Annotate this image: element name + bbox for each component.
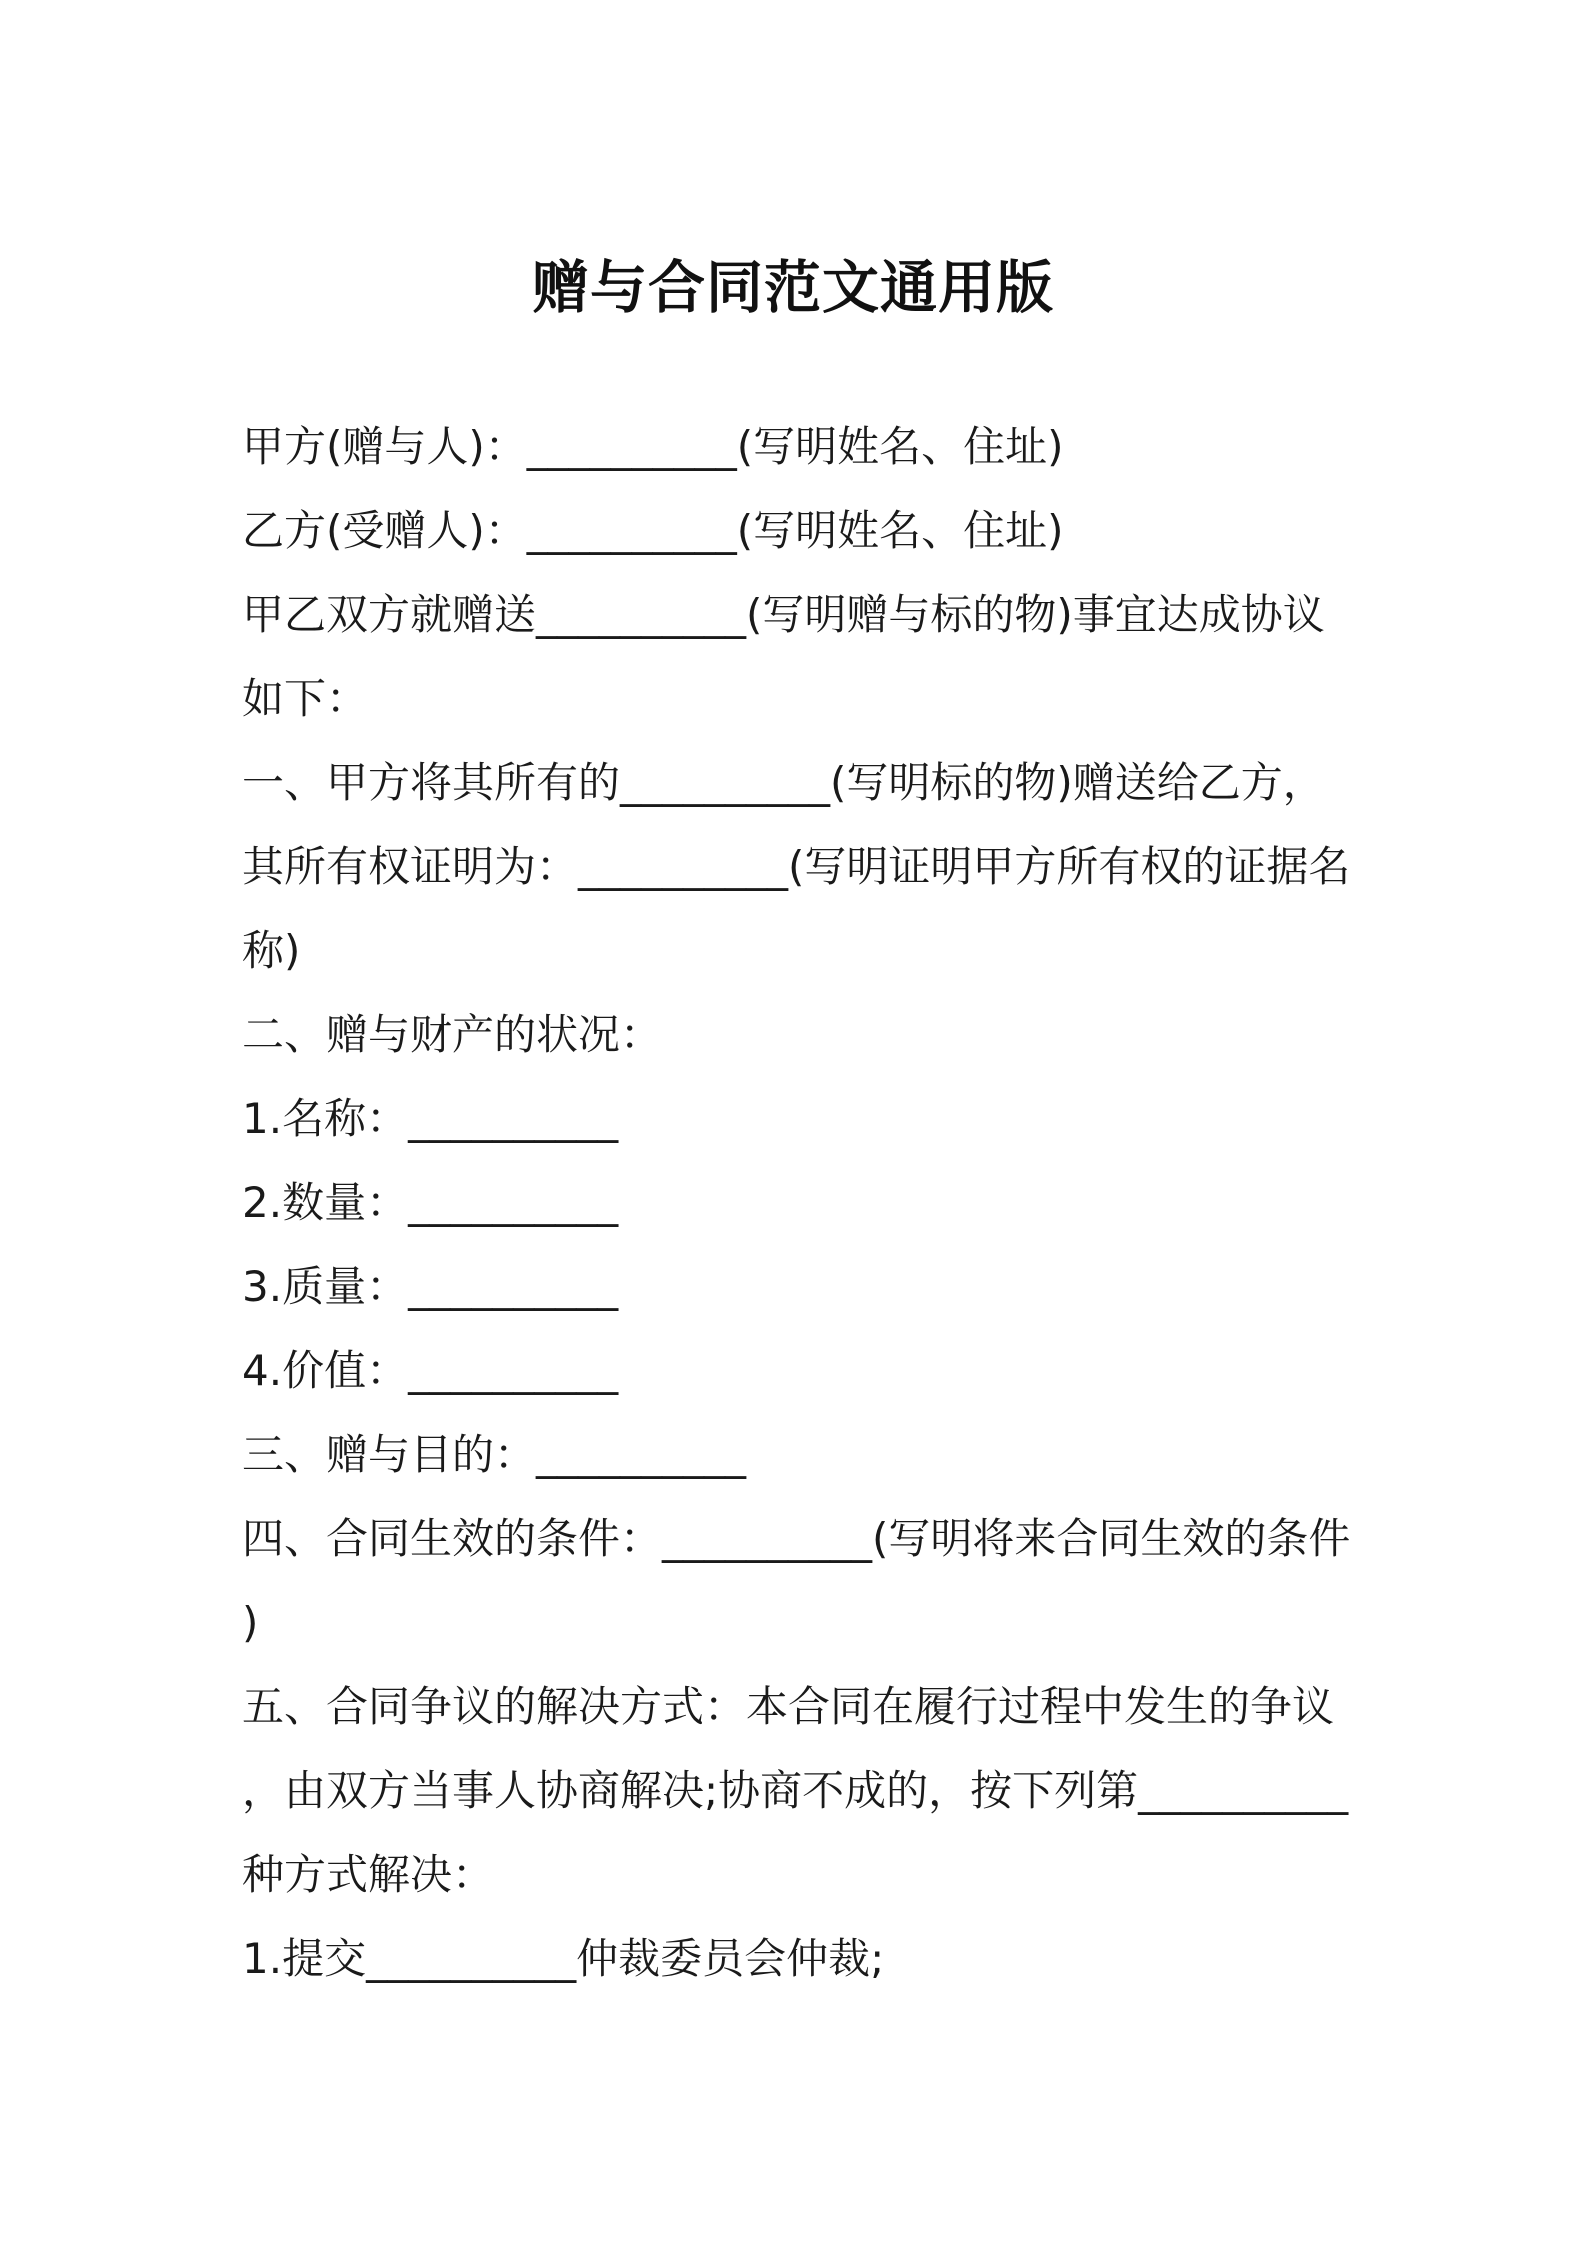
party-b-line: 乙方(受赠人)：__________(写明姓名、住址) [242, 506, 1064, 555]
agreement-intro-line-cont: 如下： [242, 674, 369, 723]
document-title: 赠与合同范文通用版 [532, 255, 1054, 321]
clause-4-line-end: ) [242, 1598, 259, 1647]
property-quantity-line: 2.数量：__________ [242, 1178, 619, 1227]
clause-5-line: 五、合同争议的解决方式：本合同在履行过程中发生的争议 [242, 1682, 1335, 1731]
property-quality-line: 3.质量：__________ [242, 1262, 619, 1311]
agreement-intro-line: 甲乙双方就赠送__________(写明赠与标的物)事宜达成协议 [242, 590, 1325, 639]
clause-4-line: 四、合同生效的条件：__________(写明将来合同生效的条件 [242, 1514, 1351, 1563]
clause-5-line-cont: ，由双方当事人协商解决;协商不成的，按下列第__________ [242, 1766, 1349, 1815]
clause-3-line: 三、赠与目的：__________ [242, 1430, 747, 1479]
clause-1-line-end: 称) [242, 926, 301, 975]
clause-1-line: 一、甲方将其所有的__________(写明标的物)赠送给乙方， [242, 758, 1325, 807]
clause-5-line-end: 种方式解决： [242, 1850, 495, 1899]
property-name-line: 1.名称：__________ [242, 1094, 619, 1143]
property-value-line: 4.价值：__________ [242, 1346, 619, 1395]
clause-1-line-cont: 其所有权证明为：__________(写明证明甲方所有权的证据名 [242, 842, 1351, 891]
party-a-line: 甲方(赠与人)：__________(写明姓名、住址) [242, 422, 1064, 471]
clause-2-heading: 二、赠与财产的状况： [242, 1010, 663, 1059]
arbitration-option-line: 1.提交__________仲裁委员会仲裁; [242, 1934, 885, 1983]
document-body [242, 405, 1352, 2001]
